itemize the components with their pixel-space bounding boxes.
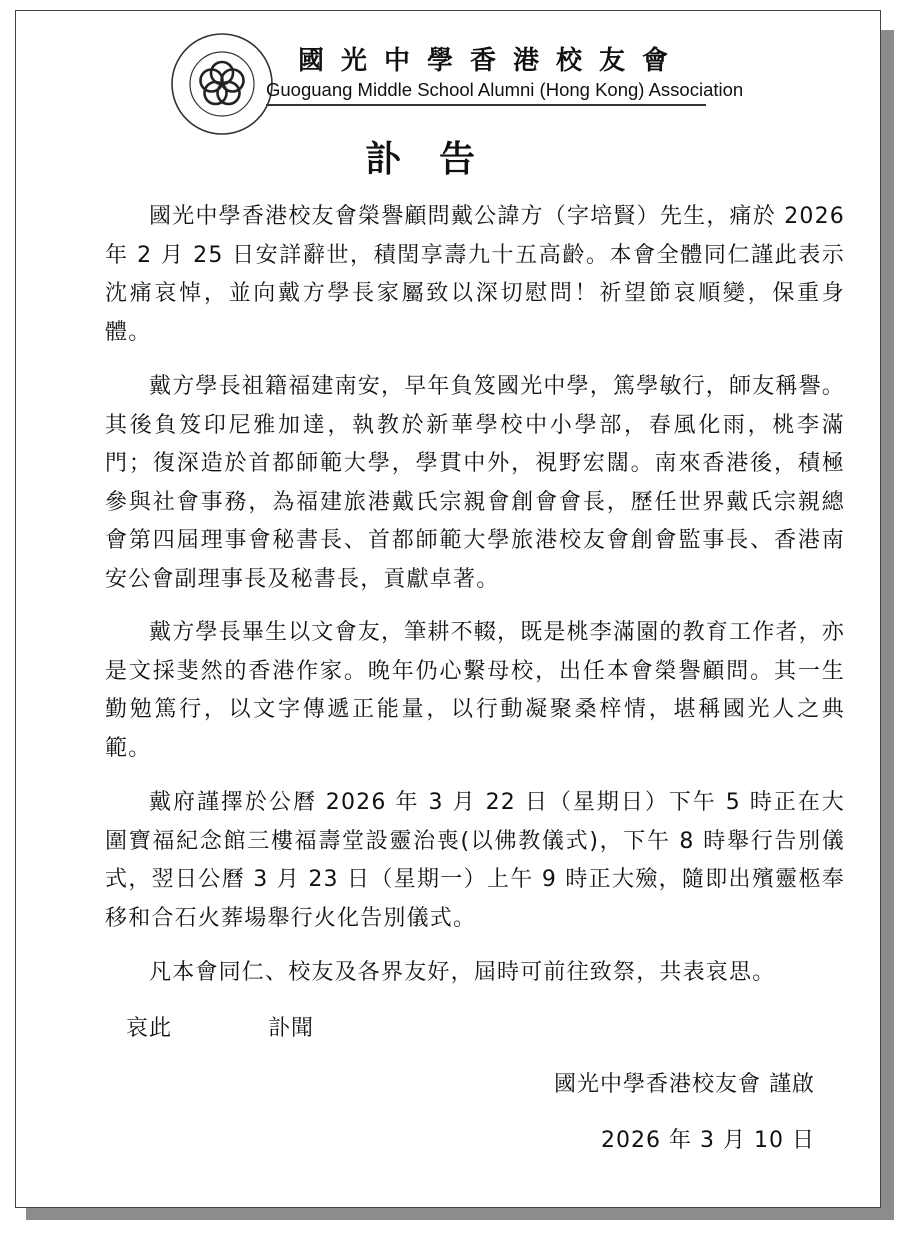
closing-fuwen: 訃聞 [268,1016,315,1041]
obituary-title: 訃告 [365,139,514,180]
paragraph-announcement: 國光中學香港校友會榮譽顧問戴公諱方（字培賢）先生，痛於 2026 年 2 月 25 日安詳辭世，積閏享壽九十五高齡。本會全體同仁謹此表示沈痛哀悼，並向戴方學長家屬致以深切慰問！祈望節哀順變，保重身體。 [105,204,845,345]
org-name-cn: 國光中學香港校友會 [298,46,686,76]
paragraph-biography: 戴方學長祖籍福建南安，早年負笈國光中學，篤學敏行，師友稱譽。其後負笈印尼雅加達，執教於新華學校中小學部，春風化雨，桃李滿門；復深造於首都師範大學，學貫中外，視野宏闊。南來香港後，積極參與社會事務，為福建旅港戴氏宗親會創會會長，歷任世界戴氏宗親總會第四屆理事會秘書長、首都師範大學旅港校友會創會監事長、香港南安公會副理事長及秘書長，貢獻卓著。 [105,374,846,592]
org-name-en: Guoguang Middle School Alumni (Hong Kong) Association [266,78,706,106]
association-logo [170,32,274,136]
signature: 國光中學香港校友會 謹啟 [554,1072,815,1097]
paragraph-invitation: 凡本會同仁、校友及各界友好，屆時可前往致祭，共表哀思。 [149,960,776,985]
paragraph-legacy: 戴方學長畢生以文會友，筆耕不輟，既是桃李滿園的教育工作者，亦是文採斐然的香港作家。晚年仍心繫母校，出任本會榮譽顧問。其一生勤勉篤行，以文字傳遞正能量，以行動凝聚桑梓情，堪稱國光人之典範。 [105,620,846,761]
issue-date: 2026 年 3 月 10 日 [601,1128,815,1153]
paragraph-funeral-arrangements: 戴府謹擇於公曆 2026 年 3 月 22 日（星期日）下午 5 時正在大圍寶福紀念館三樓福壽堂設靈治喪(以佛教儀式)，下午 8 時舉行告別儀式，翌日公曆 3 月 23 日（星期一）上午 9 時正大殮，隨即出殯靈柩奉移和合石火葬場舉行火化告別儀式。 [105,790,845,931]
closing-aici: 哀此 [126,1016,173,1041]
